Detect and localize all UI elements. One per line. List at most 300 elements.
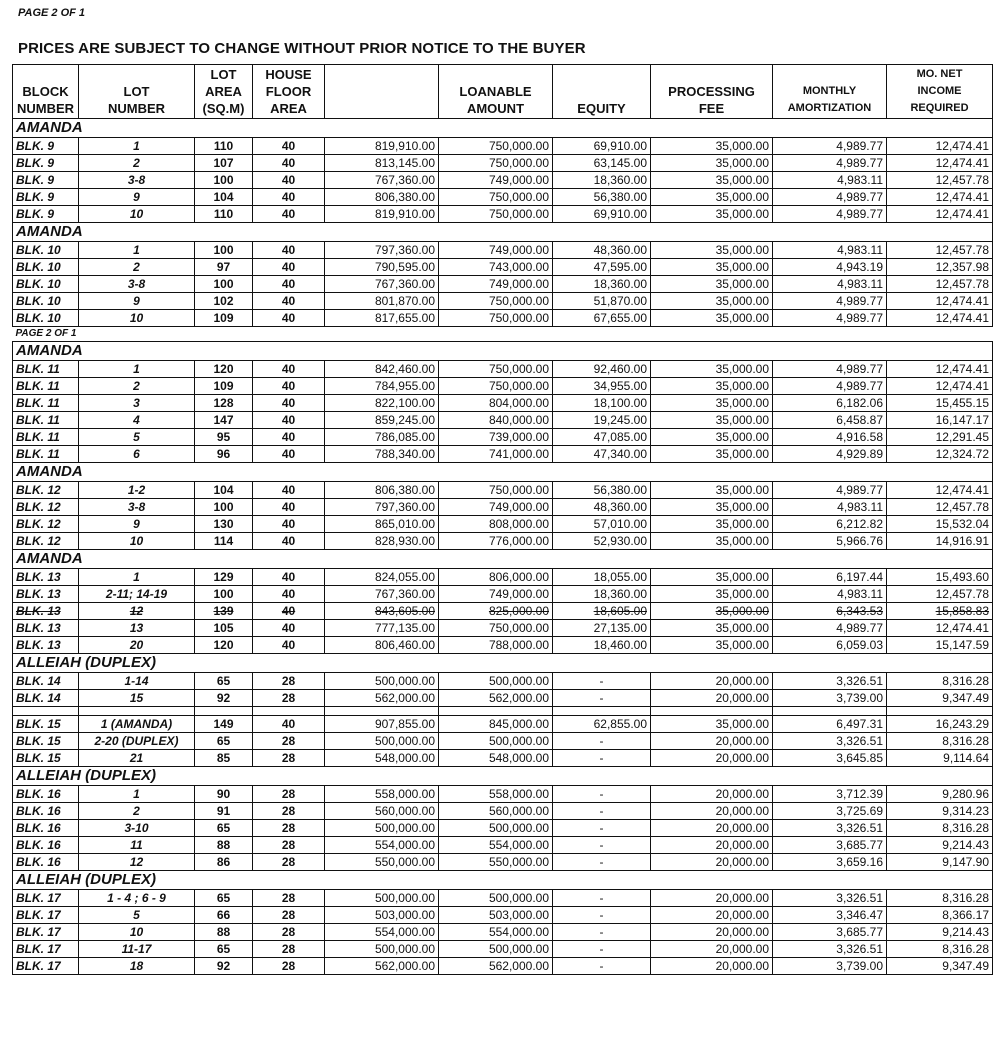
loanable-cell: 562,000.00 bbox=[439, 690, 553, 707]
floor-area-cell: 40 bbox=[253, 603, 325, 620]
loanable-cell: 500,000.00 bbox=[439, 890, 553, 907]
lot-area-cell: 104 bbox=[195, 482, 253, 499]
lot-number-cell: 13 bbox=[79, 620, 195, 637]
lot-area-cell: 129 bbox=[195, 569, 253, 586]
equity-cell: - bbox=[553, 803, 651, 820]
lot-area-cell: 120 bbox=[195, 361, 253, 378]
empty-cell bbox=[553, 654, 651, 673]
empty-cell bbox=[773, 223, 887, 242]
section-row bbox=[13, 871, 993, 890]
processing-fee-cell: 20,000.00 bbox=[651, 837, 773, 854]
price-cell: 843,605.00 bbox=[325, 603, 439, 620]
income-required-cell: 12,291.45 bbox=[887, 429, 993, 446]
income-required-cell: 9,114.64 bbox=[887, 750, 993, 767]
floor-area-cell: 40 bbox=[253, 293, 325, 310]
lot-area-cell: 96 bbox=[195, 446, 253, 463]
lot-area-cell: 128 bbox=[195, 395, 253, 412]
equity-cell: - bbox=[553, 907, 651, 924]
income-required-cell: 9,214.43 bbox=[887, 837, 993, 854]
lot-area-cell: 88 bbox=[195, 924, 253, 941]
table-row bbox=[13, 637, 993, 654]
income-required-cell: 8,316.28 bbox=[887, 890, 993, 907]
floor-area-cell: 40 bbox=[253, 276, 325, 293]
empty-cell bbox=[887, 119, 993, 138]
lot-number-cell: 15 bbox=[79, 690, 195, 707]
processing-fee-cell: 35,000.00 bbox=[651, 412, 773, 429]
block-cell: BLK. 9 bbox=[13, 206, 79, 223]
table-row bbox=[13, 569, 993, 586]
loanable-cell: 550,000.00 bbox=[439, 854, 553, 871]
lot-area-cell: 149 bbox=[195, 716, 253, 733]
floor-area-cell: 40 bbox=[253, 482, 325, 499]
loanable-cell: 845,000.00 bbox=[439, 716, 553, 733]
table-row bbox=[13, 750, 993, 767]
table-row bbox=[13, 837, 993, 854]
lot-area-cell: 65 bbox=[195, 941, 253, 958]
floor-area-cell: 28 bbox=[253, 907, 325, 924]
header-processing-fee: PROCESSING FEE bbox=[651, 65, 773, 119]
floor-area-cell: 40 bbox=[253, 206, 325, 223]
monthly-amortization-cell: 4,983.11 bbox=[773, 586, 887, 603]
spacer-row bbox=[13, 707, 993, 716]
table-row bbox=[13, 361, 993, 378]
empty-cell bbox=[325, 767, 439, 786]
block-cell: BLK. 9 bbox=[13, 172, 79, 189]
floor-area-cell: 40 bbox=[253, 378, 325, 395]
lot-area-cell: 90 bbox=[195, 786, 253, 803]
lot-area-cell: 109 bbox=[195, 310, 253, 327]
loanable-cell: 560,000.00 bbox=[439, 803, 553, 820]
lot-number-cell: 2 bbox=[79, 259, 195, 276]
floor-area-cell: 40 bbox=[253, 499, 325, 516]
header-monthly-amortization: MONTHLY AMORTIZATION bbox=[773, 65, 887, 119]
empty-cell bbox=[651, 342, 773, 361]
equity-cell: 69,910.00 bbox=[553, 206, 651, 223]
lot-area-cell: 104 bbox=[195, 189, 253, 206]
section-row bbox=[13, 550, 993, 569]
price-cell: 558,000.00 bbox=[325, 786, 439, 803]
table-row bbox=[13, 958, 993, 975]
table-body bbox=[13, 119, 993, 975]
monthly-amortization-cell: 3,659.16 bbox=[773, 854, 887, 871]
table-row bbox=[13, 499, 993, 516]
loanable-cell: 804,000.00 bbox=[439, 395, 553, 412]
table-row bbox=[13, 446, 993, 463]
monthly-amortization-cell: 3,725.69 bbox=[773, 803, 887, 820]
loanable-cell: 739,000.00 bbox=[439, 429, 553, 446]
monthly-amortization-cell: 3,739.00 bbox=[773, 958, 887, 975]
empty-cell bbox=[439, 767, 553, 786]
table-row bbox=[13, 482, 993, 499]
empty-cell bbox=[773, 707, 887, 716]
empty-cell bbox=[13, 707, 79, 716]
table-row bbox=[13, 924, 993, 941]
table-row bbox=[13, 586, 993, 603]
section-title: ALLEIAH (DUPLEX) bbox=[13, 871, 325, 890]
price-cell: 554,000.00 bbox=[325, 924, 439, 941]
equity-cell: 67,655.00 bbox=[553, 310, 651, 327]
lot-number-cell: 1 bbox=[79, 361, 195, 378]
equity-cell: - bbox=[553, 890, 651, 907]
table-row bbox=[13, 516, 993, 533]
monthly-amortization-cell: 3,326.51 bbox=[773, 820, 887, 837]
equity-cell: - bbox=[553, 854, 651, 871]
table-row bbox=[13, 907, 993, 924]
floor-area-cell: 40 bbox=[253, 361, 325, 378]
floor-area-cell: 28 bbox=[253, 786, 325, 803]
block-cell: BLK. 17 bbox=[13, 941, 79, 958]
lot-number-cell: 9 bbox=[79, 189, 195, 206]
floor-area-cell: 40 bbox=[253, 446, 325, 463]
monthly-amortization-cell: 6,059.03 bbox=[773, 637, 887, 654]
loanable-cell: 825,000.00 bbox=[439, 603, 553, 620]
table-row bbox=[13, 138, 993, 155]
empty-cell bbox=[553, 767, 651, 786]
price-cell: 500,000.00 bbox=[325, 890, 439, 907]
lot-number-cell: 3-10 bbox=[79, 820, 195, 837]
section-title: ALLEIAH (DUPLEX) bbox=[13, 767, 325, 786]
equity-cell: 47,340.00 bbox=[553, 446, 651, 463]
empty-cell bbox=[651, 223, 773, 242]
block-cell: BLK. 10 bbox=[13, 293, 79, 310]
table-row bbox=[13, 603, 993, 620]
table-row bbox=[13, 172, 993, 189]
equity-cell: - bbox=[553, 733, 651, 750]
loanable-cell: 500,000.00 bbox=[439, 820, 553, 837]
block-cell: BLK. 9 bbox=[13, 155, 79, 172]
income-required-cell: 12,474.41 bbox=[887, 293, 993, 310]
equity-cell: - bbox=[553, 837, 651, 854]
table-row bbox=[13, 673, 993, 690]
processing-fee-cell: 20,000.00 bbox=[651, 733, 773, 750]
processing-fee-cell: 20,000.00 bbox=[651, 941, 773, 958]
page-marker: PAGE 2 OF 1 bbox=[15, 328, 77, 339]
price-cell: 767,360.00 bbox=[325, 276, 439, 293]
table-row bbox=[13, 786, 993, 803]
lot-area-cell: 88 bbox=[195, 837, 253, 854]
monthly-amortization-cell: 4,983.11 bbox=[773, 276, 887, 293]
income-required-cell: 9,214.43 bbox=[887, 924, 993, 941]
monthly-amortization-cell: 4,989.77 bbox=[773, 482, 887, 499]
monthly-amortization-cell: 4,983.11 bbox=[773, 242, 887, 259]
loanable-cell: 749,000.00 bbox=[439, 242, 553, 259]
floor-area-cell: 40 bbox=[253, 620, 325, 637]
price-cell: 767,360.00 bbox=[325, 586, 439, 603]
income-required-cell: 8,366.17 bbox=[887, 907, 993, 924]
floor-area-cell: 28 bbox=[253, 750, 325, 767]
loanable-cell: 750,000.00 bbox=[439, 482, 553, 499]
monthly-amortization-cell: 3,685.77 bbox=[773, 837, 887, 854]
block-cell: BLK. 17 bbox=[13, 907, 79, 924]
lot-number-cell: 10 bbox=[79, 206, 195, 223]
income-required-cell: 8,316.28 bbox=[887, 820, 993, 837]
equity-cell: - bbox=[553, 924, 651, 941]
income-required-cell: 12,457.78 bbox=[887, 276, 993, 293]
block-cell: BLK. 12 bbox=[13, 533, 79, 550]
price-cell: 907,855.00 bbox=[325, 716, 439, 733]
lot-number-cell: 2-11; 14-19 bbox=[79, 586, 195, 603]
header-lot-number: LOT NUMBER bbox=[79, 65, 195, 119]
block-cell: BLK. 13 bbox=[13, 586, 79, 603]
lot-area-cell: 100 bbox=[195, 276, 253, 293]
lot-number-cell: 3-8 bbox=[79, 276, 195, 293]
monthly-amortization-cell: 3,326.51 bbox=[773, 890, 887, 907]
empty-cell bbox=[553, 871, 651, 890]
floor-area-cell: 40 bbox=[253, 412, 325, 429]
loanable-cell: 500,000.00 bbox=[439, 673, 553, 690]
processing-fee-cell: 35,000.00 bbox=[651, 569, 773, 586]
table-row bbox=[13, 733, 993, 750]
block-cell: BLK. 13 bbox=[13, 637, 79, 654]
empty-cell bbox=[439, 119, 553, 138]
block-cell: BLK. 11 bbox=[13, 361, 79, 378]
floor-area-cell: 40 bbox=[253, 155, 325, 172]
income-required-cell: 12,474.41 bbox=[887, 310, 993, 327]
section-row bbox=[13, 119, 993, 138]
lot-number-cell: 11-17 bbox=[79, 941, 195, 958]
price-cell: 819,910.00 bbox=[325, 206, 439, 223]
floor-area-cell: 28 bbox=[253, 733, 325, 750]
lot-number-cell: 1 (AMANDA) bbox=[79, 716, 195, 733]
processing-fee-cell: 35,000.00 bbox=[651, 446, 773, 463]
empty-cell bbox=[773, 342, 887, 361]
floor-area-cell: 28 bbox=[253, 854, 325, 871]
empty-cell bbox=[553, 463, 651, 482]
income-required-cell: 9,147.90 bbox=[887, 854, 993, 871]
price-cell: 562,000.00 bbox=[325, 690, 439, 707]
price-cell: 500,000.00 bbox=[325, 733, 439, 750]
block-cell: BLK. 12 bbox=[13, 516, 79, 533]
section-row bbox=[13, 463, 993, 482]
floor-area-cell: 40 bbox=[253, 310, 325, 327]
processing-fee-cell: 35,000.00 bbox=[651, 378, 773, 395]
price-cell: 801,870.00 bbox=[325, 293, 439, 310]
processing-fee-cell: 20,000.00 bbox=[651, 750, 773, 767]
table-row bbox=[13, 620, 993, 637]
section-row bbox=[13, 767, 993, 786]
empty-cell bbox=[773, 871, 887, 890]
lot-area-cell: 120 bbox=[195, 637, 253, 654]
loanable-cell: 554,000.00 bbox=[439, 837, 553, 854]
empty-cell bbox=[553, 342, 651, 361]
income-required-cell: 15,493.60 bbox=[887, 569, 993, 586]
header-equity: EQUITY bbox=[553, 65, 651, 119]
floor-area-cell: 40 bbox=[253, 189, 325, 206]
monthly-amortization-cell: 4,989.77 bbox=[773, 138, 887, 155]
equity-cell: - bbox=[553, 786, 651, 803]
empty-cell bbox=[325, 550, 439, 569]
floor-area-cell: 28 bbox=[253, 820, 325, 837]
empty-cell bbox=[439, 654, 553, 673]
price-cell: 817,655.00 bbox=[325, 310, 439, 327]
equity-cell: 56,380.00 bbox=[553, 482, 651, 499]
lot-number-cell: 18 bbox=[79, 958, 195, 975]
lot-area-cell: 107 bbox=[195, 155, 253, 172]
price-cell: 500,000.00 bbox=[325, 820, 439, 837]
price-cell: 824,055.00 bbox=[325, 569, 439, 586]
page-label: PAGE 2 OF 1 bbox=[18, 7, 86, 19]
monthly-amortization-cell: 4,989.77 bbox=[773, 361, 887, 378]
empty-cell bbox=[439, 223, 553, 242]
equity-cell: 47,595.00 bbox=[553, 259, 651, 276]
table-row bbox=[13, 890, 993, 907]
table-header-row bbox=[13, 65, 993, 119]
lot-number-cell: 10 bbox=[79, 533, 195, 550]
table-row bbox=[13, 310, 993, 327]
empty-cell bbox=[325, 871, 439, 890]
section-title: AMANDA bbox=[13, 119, 325, 138]
loanable-cell: 503,000.00 bbox=[439, 907, 553, 924]
empty-cell bbox=[887, 654, 993, 673]
block-cell: BLK. 15 bbox=[13, 750, 79, 767]
income-required-cell: 12,457.78 bbox=[887, 172, 993, 189]
lot-area-cell: 65 bbox=[195, 673, 253, 690]
income-required-cell: 12,474.41 bbox=[887, 361, 993, 378]
income-required-cell: 12,457.78 bbox=[887, 499, 993, 516]
lot-area-cell: 95 bbox=[195, 429, 253, 446]
lot-area-cell: 147 bbox=[195, 412, 253, 429]
floor-area-cell: 40 bbox=[253, 533, 325, 550]
income-required-cell: 15,455.15 bbox=[887, 395, 993, 412]
empty-cell bbox=[553, 707, 651, 716]
monthly-amortization-cell: 4,943.19 bbox=[773, 259, 887, 276]
lot-number-cell: 1 - 4 ; 6 - 9 bbox=[79, 890, 195, 907]
income-required-cell: 12,474.41 bbox=[887, 138, 993, 155]
equity-cell: 57,010.00 bbox=[553, 516, 651, 533]
lot-area-cell: 92 bbox=[195, 958, 253, 975]
table-row bbox=[13, 189, 993, 206]
loanable-cell: 750,000.00 bbox=[439, 378, 553, 395]
processing-fee-cell: 35,000.00 bbox=[651, 586, 773, 603]
empty-cell bbox=[773, 767, 887, 786]
empty-cell bbox=[651, 463, 773, 482]
lot-number-cell: 1 bbox=[79, 569, 195, 586]
lot-area-cell: 92 bbox=[195, 690, 253, 707]
floor-area-cell: 28 bbox=[253, 803, 325, 820]
block-cell: BLK. 15 bbox=[13, 733, 79, 750]
monthly-amortization-cell: 4,989.77 bbox=[773, 293, 887, 310]
lot-number-cell: 2-20 (DUPLEX) bbox=[79, 733, 195, 750]
income-required-cell: 8,316.28 bbox=[887, 941, 993, 958]
section-title: AMANDA bbox=[13, 223, 325, 242]
income-required-cell: 12,457.78 bbox=[887, 586, 993, 603]
price-cell: 554,000.00 bbox=[325, 837, 439, 854]
equity-cell: - bbox=[553, 750, 651, 767]
empty-cell bbox=[325, 119, 439, 138]
table-row bbox=[13, 276, 993, 293]
price-cell: 767,360.00 bbox=[325, 172, 439, 189]
header-income-required: MO. NET INCOME REQUIRED bbox=[887, 65, 993, 119]
equity-cell: 27,135.00 bbox=[553, 620, 651, 637]
price-cell: 797,360.00 bbox=[325, 242, 439, 259]
table-row bbox=[13, 155, 993, 172]
lot-number-cell: 12 bbox=[79, 603, 195, 620]
empty-cell bbox=[887, 707, 993, 716]
monthly-amortization-cell: 6,343.53 bbox=[773, 603, 887, 620]
lot-area-cell: 110 bbox=[195, 206, 253, 223]
equity-cell: 18,605.00 bbox=[553, 603, 651, 620]
processing-fee-cell: 35,000.00 bbox=[651, 361, 773, 378]
equity-cell: - bbox=[553, 690, 651, 707]
lot-number-cell: 10 bbox=[79, 924, 195, 941]
equity-cell: 62,855.00 bbox=[553, 716, 651, 733]
income-required-cell: 8,316.28 bbox=[887, 673, 993, 690]
equity-cell: - bbox=[553, 941, 651, 958]
header-price bbox=[325, 65, 439, 119]
empty-cell bbox=[325, 223, 439, 242]
loanable-cell: 750,000.00 bbox=[439, 138, 553, 155]
block-cell: BLK. 17 bbox=[13, 958, 79, 975]
empty-cell bbox=[325, 654, 439, 673]
price-notice: PRICES ARE SUBJECT TO CHANGE WITHOUT PRIOR NOTICE TO THE BUYER bbox=[18, 40, 586, 57]
monthly-amortization-cell: 3,326.51 bbox=[773, 733, 887, 750]
income-required-cell: 12,474.41 bbox=[887, 206, 993, 223]
block-cell: BLK. 11 bbox=[13, 395, 79, 412]
floor-area-cell: 40 bbox=[253, 172, 325, 189]
lot-number-cell: 1-2 bbox=[79, 482, 195, 499]
loanable-cell: 750,000.00 bbox=[439, 620, 553, 637]
empty-cell bbox=[773, 550, 887, 569]
empty-cell bbox=[651, 707, 773, 716]
floor-area-cell: 40 bbox=[253, 429, 325, 446]
equity-cell: 18,100.00 bbox=[553, 395, 651, 412]
block-cell: BLK. 16 bbox=[13, 837, 79, 854]
processing-fee-cell: 35,000.00 bbox=[651, 516, 773, 533]
table-row bbox=[13, 242, 993, 259]
block-cell: BLK. 12 bbox=[13, 482, 79, 499]
price-cell: 550,000.00 bbox=[325, 854, 439, 871]
processing-fee-cell: 35,000.00 bbox=[651, 155, 773, 172]
floor-area-cell: 28 bbox=[253, 837, 325, 854]
lot-number-cell: 1 bbox=[79, 242, 195, 259]
processing-fee-cell: 20,000.00 bbox=[651, 803, 773, 820]
header-block-number: BLOCK NUMBER bbox=[13, 65, 79, 119]
monthly-amortization-cell: 4,983.11 bbox=[773, 172, 887, 189]
monthly-amortization-cell: 4,989.77 bbox=[773, 378, 887, 395]
income-required-cell: 9,347.49 bbox=[887, 958, 993, 975]
empty-cell bbox=[887, 871, 993, 890]
empty-cell bbox=[553, 223, 651, 242]
equity-cell: 18,360.00 bbox=[553, 276, 651, 293]
block-cell: BLK. 13 bbox=[13, 569, 79, 586]
price-cell: 806,380.00 bbox=[325, 189, 439, 206]
empty-cell bbox=[253, 707, 325, 716]
lot-area-cell: 65 bbox=[195, 890, 253, 907]
loanable-cell: 500,000.00 bbox=[439, 941, 553, 958]
empty-cell bbox=[439, 871, 553, 890]
block-cell: BLK. 9 bbox=[13, 189, 79, 206]
table-row bbox=[13, 803, 993, 820]
lot-area-cell: 139 bbox=[195, 603, 253, 620]
empty-cell bbox=[195, 707, 253, 716]
floor-area-cell: 40 bbox=[253, 569, 325, 586]
lot-area-cell: 100 bbox=[195, 499, 253, 516]
empty-cell bbox=[439, 342, 553, 361]
processing-fee-cell: 35,000.00 bbox=[651, 429, 773, 446]
price-table bbox=[12, 64, 993, 975]
block-cell: BLK. 11 bbox=[13, 446, 79, 463]
lot-area-cell: 110 bbox=[195, 138, 253, 155]
loanable-cell: 750,000.00 bbox=[439, 310, 553, 327]
empty-cell bbox=[651, 119, 773, 138]
empty-cell bbox=[79, 707, 195, 716]
price-cell: 806,460.00 bbox=[325, 637, 439, 654]
empty-cell bbox=[651, 767, 773, 786]
price-cell: 777,135.00 bbox=[325, 620, 439, 637]
equity-cell: 63,145.00 bbox=[553, 155, 651, 172]
equity-cell: 69,910.00 bbox=[553, 138, 651, 155]
lot-number-cell: 21 bbox=[79, 750, 195, 767]
